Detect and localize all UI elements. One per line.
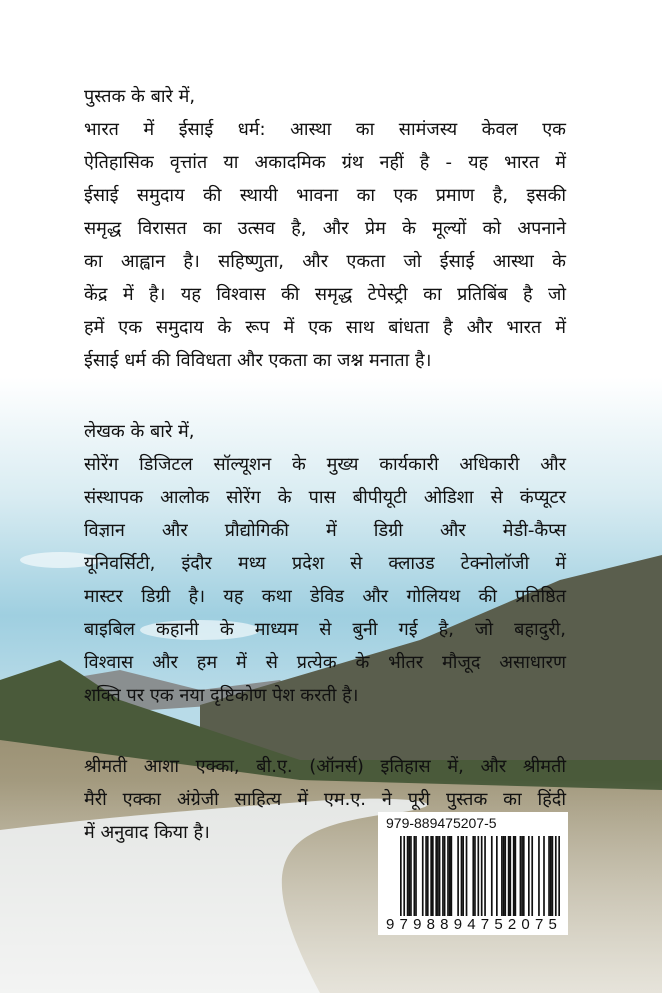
barcode-bar <box>439 836 441 916</box>
barcode-bar <box>407 836 409 916</box>
barcode-bar <box>462 836 464 916</box>
about-author-line: मास्टर डिग्री है। यह कथा डेविड और गोलियथ की प्रतिष्ठित <box>84 586 566 607</box>
barcode-bar <box>513 836 515 916</box>
barcode-bar <box>449 836 451 916</box>
barcode-bar <box>437 836 439 916</box>
barcode-bar <box>538 836 540 916</box>
about-book-line: भारत में ईसाई धर्म: आस्था का सामंजस्य केवल एक <box>84 119 566 140</box>
barcode-bar <box>555 836 557 916</box>
about-author-section <box>84 415 566 712</box>
barcode-bar <box>552 836 554 916</box>
barcode-bar <box>408 836 410 916</box>
barcode-bar <box>503 836 505 916</box>
barcode-bar <box>481 836 483 916</box>
about-author-line: विज्ञान और प्रौद्योगिकी में डिग्री और मेडी-कैप्स <box>84 520 566 541</box>
about-author-line: बाइबिल कहानी के माध्यम से बुनी गई है, जो बहादुरी, <box>84 619 566 640</box>
barcode-bar <box>435 836 437 916</box>
about-author-line: सोरेंग डिजिटल सॉल्यूशन के मुख्य कार्यकारी अधिकारी और <box>84 454 566 475</box>
barcode-bar <box>444 836 446 916</box>
translators-line: श्रीमती आशा एक्का, बी.ए. (ऑनर्स) इतिहास में, और श्रीमती <box>84 756 566 777</box>
about-book-line: ईसाई समुदाय की स्थायी भावना का एक प्रमाण है, इसकी <box>84 185 566 206</box>
barcode-bar <box>430 836 432 916</box>
about-author-line: शक्ति पर एक नया दृष्टिकोण पेश करती है। <box>84 685 359 706</box>
about-book-line: ऐतिहासिक वृत्तांत या अकादमिक ग्रंथ नहीं है - यह भारत में <box>84 152 566 173</box>
isbn-barcode <box>378 812 568 935</box>
barcode-bar <box>451 836 453 916</box>
barcode-bar <box>422 836 424 916</box>
barcode-bar <box>447 836 449 916</box>
barcode-bar <box>491 836 493 916</box>
barcode-bar <box>474 836 476 916</box>
about-author-line: विश्वास और हम में से प्रत्येक के भीतर मौजूद असाधारण <box>84 652 566 673</box>
barcode-bar <box>466 836 468 916</box>
barcode-bar <box>461 836 463 916</box>
about-book-heading: पुस्तक के बारे में, <box>84 86 196 107</box>
barcode-bar <box>496 836 498 916</box>
barcode-bar <box>472 836 474 916</box>
barcode-bar <box>528 836 530 916</box>
isbn-number: 979-889475207-5 <box>386 815 497 831</box>
barcode-bar <box>477 836 479 916</box>
barcode-bar <box>400 836 402 916</box>
about-author-line: संस्थापक आलोक सोरेंग के पास बीपीयूटी ओडिशा से कंप्यूटर <box>84 487 566 508</box>
barcode-bar <box>410 836 412 916</box>
barcode-bar <box>501 836 503 916</box>
barcode-bar <box>413 836 415 916</box>
barcode-bar <box>550 836 552 916</box>
barcode-bar <box>415 836 417 916</box>
barcode-bar <box>508 836 510 916</box>
barcode-bar <box>425 836 427 916</box>
barcode-bar <box>442 836 444 916</box>
barcode-bar <box>504 836 506 916</box>
about-author-heading: लेखक के बारे में, <box>84 421 195 442</box>
barcode-bar <box>543 836 545 916</box>
about-book-line: केंद्र में है। यह विश्वास की समृद्ध टेपेस्ट्री का प्रतिबिंब है जो <box>84 284 566 305</box>
translators-line: में अनुवाद किया है। <box>84 822 210 843</box>
barcode-bars <box>400 836 560 916</box>
barcode-bar <box>432 836 434 916</box>
barcode-digits: 9798894752075 <box>386 916 563 933</box>
barcode-bar <box>457 836 459 916</box>
about-author-line: यूनिवर्सिटी, इंदौर मध्य प्रदेश से क्लाउड टेक्नोलॉजी में <box>84 553 566 574</box>
about-book-line: ईसाई धर्म की विविधता और एकता का जश्न मनाता है। <box>84 350 432 371</box>
barcode-bar <box>521 836 523 916</box>
barcode-bar <box>515 836 517 916</box>
barcode-bar <box>531 836 533 916</box>
barcode-bar <box>558 836 560 916</box>
about-book-line: का आह्वान है। सहिष्णुता, और एकता जो ईसाई आस्था के <box>84 251 566 272</box>
barcode-bar <box>523 836 525 916</box>
barcode-bar <box>484 836 486 916</box>
translators-line: मैरी एक्का अंग्रेजी साहित्य में एम.ए. ने पूरी पुस्तक का हिंदी <box>84 789 566 810</box>
about-book-line: समृद्ध विरासत का उत्सव है, और प्रेम के मूल्यों को अपनाने <box>84 218 566 239</box>
barcode-bar <box>520 836 522 916</box>
barcode-bar <box>427 836 429 916</box>
barcode-bar <box>403 836 405 916</box>
about-book-line: हमें एक समुदाय के रूप में एक साथ बांधता है और भारत में <box>84 317 566 338</box>
barcode-bar <box>509 836 511 916</box>
about-book-section <box>84 80 566 377</box>
barcode-bar <box>548 836 550 916</box>
